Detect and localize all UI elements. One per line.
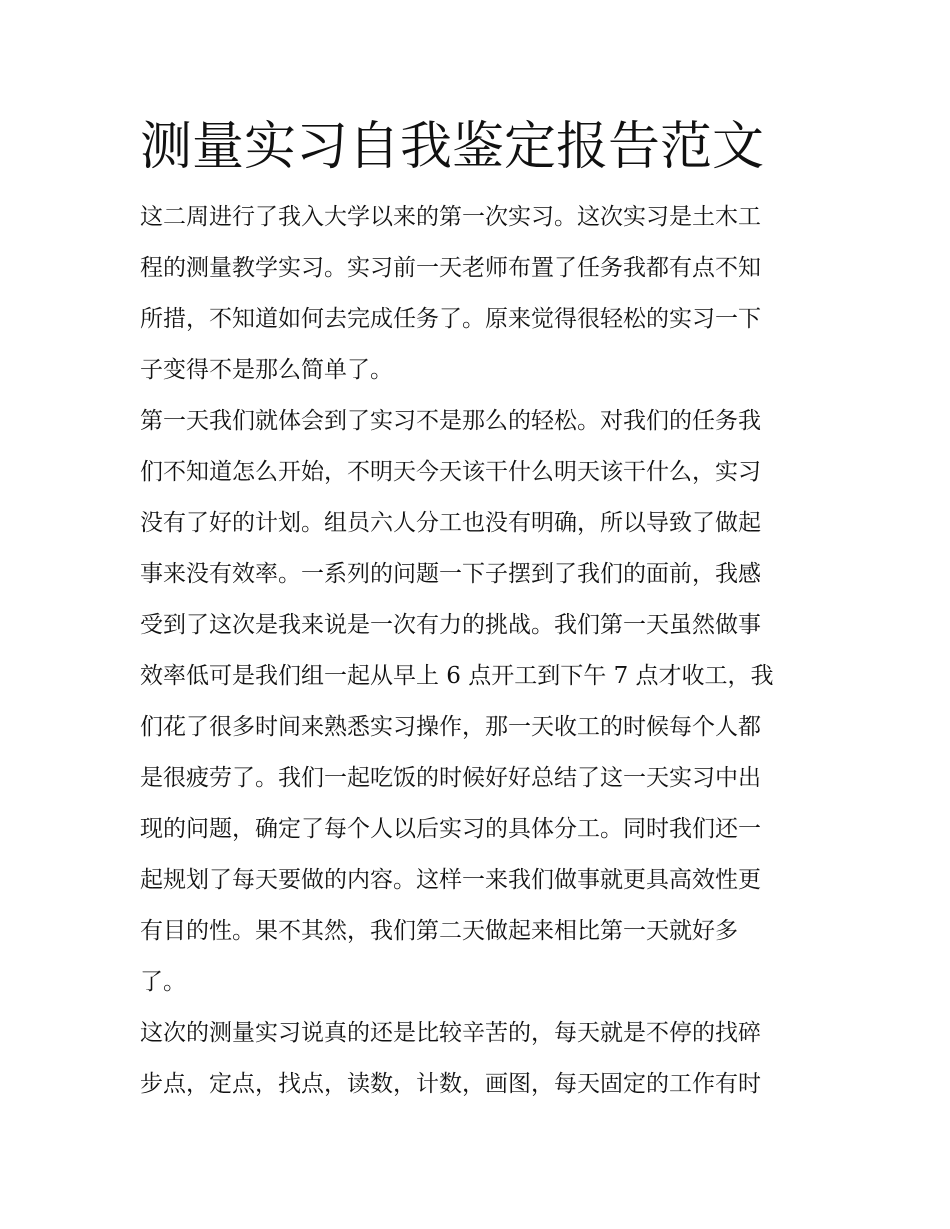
text-line: 了。 bbox=[140, 969, 186, 995]
text-line: 程的测量教学实习。实习前一天老师布置了任务我都有点不知 bbox=[140, 255, 761, 281]
text-line: 这次的测量实习说真的还是比较辛苦的，每天就是不停的找碎 bbox=[140, 1020, 761, 1046]
document-page bbox=[140, 112, 812, 1110]
text-line: 有目的性。果不其然，我们第二天做起来相比第一天就好多 bbox=[140, 918, 738, 944]
text-line: 是很疲劳了。我们一起吃饭的时候好好总结了这一天实习中出 bbox=[140, 765, 761, 791]
text-line: 受到了这次是我来说是一次有力的挑战。我们第一天虽然做事 bbox=[140, 612, 761, 638]
document-title: 测量实习自我鉴定报告范文 bbox=[140, 117, 765, 177]
text-line: 现的问题，确定了每个人以后实习的具体分工。同时我们还一 bbox=[140, 816, 761, 842]
text-line: 这二周进行了我入大学以来的第一次实习。这次实习是土木工 bbox=[140, 204, 761, 230]
document-body bbox=[140, 192, 812, 1110]
text-line: 第一天我们就体会到了实习不是那么的轻松。对我们的任务我 bbox=[140, 408, 761, 434]
text-line: 事来没有效率。一系列的问题一下子摆到了我们的面前，我感 bbox=[140, 561, 761, 587]
text-line: 们花了很多时间来熟悉实习操作，那一天收工的时候每个人都 bbox=[140, 714, 761, 740]
text-line: 没有了好的计划。组员六人分工也没有明确，所以导致了做起 bbox=[140, 510, 761, 536]
text-line: 所措，不知道如何去完成任务了。原来觉得很轻松的实习一下 bbox=[140, 306, 761, 332]
text-line: 起规划了每天要做的内容。这样一来我们做事就更具高效性更 bbox=[140, 867, 761, 893]
text-line: 子变得不是那么简单了。 bbox=[140, 357, 393, 383]
text-line: 步点，定点，找点，读数，计数，画图，每天固定的工作有时 bbox=[140, 1071, 761, 1097]
text-line: 们不知道怎么开始，不明天今天该干什么明天该干什么，实习 bbox=[140, 459, 761, 485]
text-line: 效率低可是我们组一起从早上 6 点开工到下午 7 点才收工，我 bbox=[140, 663, 774, 689]
